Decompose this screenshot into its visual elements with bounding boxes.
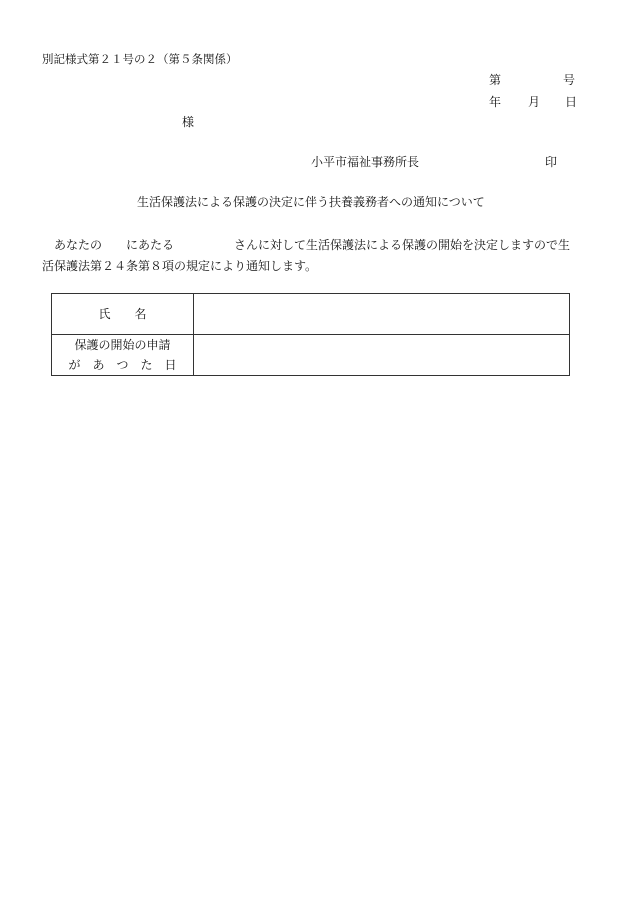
name-label-cell [52, 294, 194, 335]
info-table [51, 293, 570, 376]
name-label: 氏 名 [98, 307, 147, 321]
notice-body-line: 活保護法第２４条第８項の規定により通知します。 [42, 259, 318, 273]
date-year-label: 年 [489, 95, 502, 109]
application-date-label-line: 保護の開始の申請 [74, 338, 171, 352]
sender-name: 小平市福祉事務所長 [311, 155, 420, 169]
notice-body [42, 235, 582, 277]
application-date-label-cell [52, 335, 194, 376]
form-number-label: 別記様式第２１号の２（第５条関係） [42, 52, 238, 66]
table-row [52, 294, 570, 335]
date-month-label: 月 [528, 95, 541, 109]
notice-body-line: あなたの にあたる さんに対して生活保護法による保護の開始を決定しますので生 [42, 238, 571, 252]
document-title: 生活保護法による保護の決定に伴う扶養義務者への通知について [137, 195, 485, 209]
application-date-label-line: が あ つ た 日 [68, 358, 177, 372]
recipient-honorific: 様 [182, 115, 195, 129]
application-date-value-cell [194, 335, 570, 376]
document-number-prefix: 第 [489, 73, 502, 87]
seal-mark: 印 [545, 155, 558, 169]
date-day-label: 日 [565, 95, 578, 109]
table-row [52, 335, 570, 376]
name-value-cell [194, 294, 570, 335]
document-number-suffix: 号 [563, 73, 576, 87]
